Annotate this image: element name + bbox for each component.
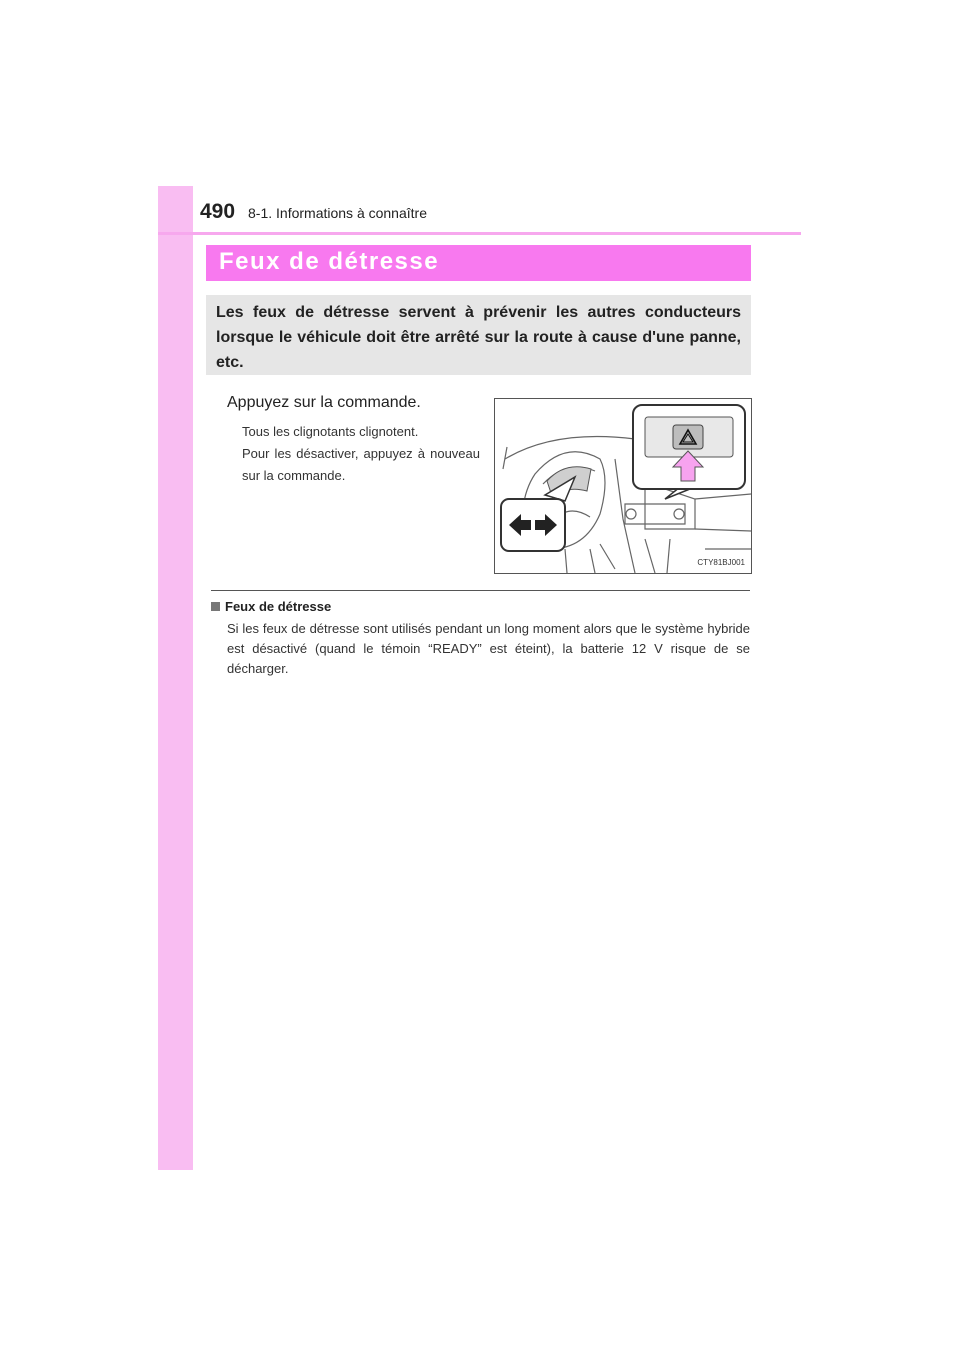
title-bar	[206, 245, 751, 281]
illustration-code: CTY81BJ001	[697, 558, 745, 567]
dashboard-illustration	[494, 398, 752, 574]
page-number: 490	[200, 200, 236, 223]
section-title: 8-1. Informations à connaître	[248, 205, 427, 221]
step-detail-2: Pour les désactiver, appuyez à nouveau sur la commande.	[242, 446, 480, 483]
step-details	[242, 421, 480, 487]
separator-rule	[211, 590, 750, 591]
note-heading	[211, 599, 331, 614]
dashboard-drawing	[495, 399, 751, 573]
intro-box	[206, 295, 751, 375]
hazard-button-icon	[673, 425, 703, 449]
square-bullet-icon	[211, 602, 220, 611]
intro-text: Les feux de détresse servent à prévenir les autres conducteurs lorsque le véhicule doit être arrêté sur la route à cause d'une panne, etc.	[216, 304, 741, 371]
step-detail-1: Tous les clignotants clignotent.	[242, 424, 419, 439]
note-heading-text: Feux de détresse	[225, 599, 332, 614]
note-body: Si les feux de détresse sont utilisés pendant un long moment alors que le système hybride est désactivé (quand le témoin “READY” est éteint), la batterie 12 V risque de se décharger.	[227, 621, 750, 676]
page-title: Feux de détresse	[219, 248, 440, 275]
side-tab-band	[158, 186, 193, 1170]
step-instruction: Appuyez sur la commande.	[227, 394, 421, 411]
header-rule	[158, 232, 801, 235]
